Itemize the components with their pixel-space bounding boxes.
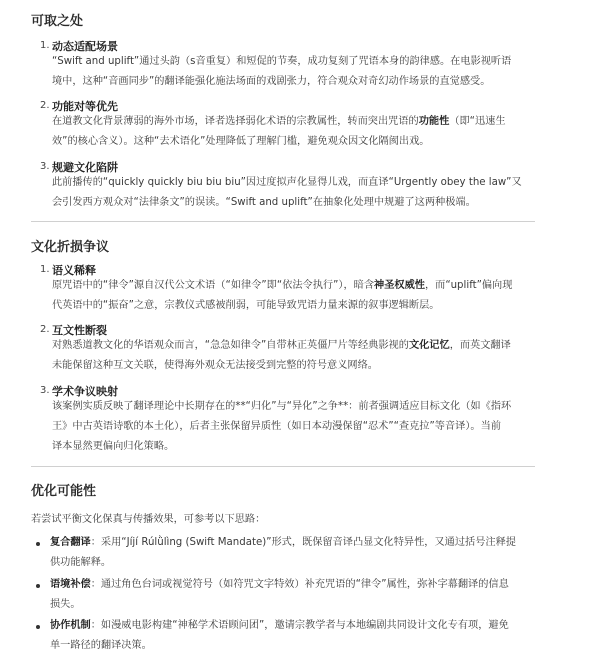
item-body-line: 该案例实质反映了翻译理论中长期存在的**“归化”与“异化”之争**：前者强调适应目标文化（如《指环: [52, 401, 512, 412]
item-title: 动态适配场景: [52, 40, 118, 53]
section-title-controversy: 文化折损争议: [31, 240, 110, 255]
bullet-dot: [36, 542, 40, 546]
bold-term: 复合翻译: [50, 537, 91, 548]
item-body-line: 代英语中的“振奋”之意，宗教仪式感被削弱，可能导致咒语力量来源的叙事逻辑断层。: [52, 300, 440, 311]
item-body-line: 王》中古英语诗歌的本土化），后者主张保留异质性（如日本动漫保留“忍术”“查克拉”等音译）。当前: [52, 421, 501, 432]
text-run: 原咒语中的“律令”源自汉代公文术语（“如律令”即“依法令执行”），暗含: [52, 280, 375, 291]
bullet-item: [50, 533, 550, 573]
list-number: 1.: [40, 264, 50, 275]
bold-term: 协作机制: [50, 620, 91, 631]
text-run: ，而英文翻译: [449, 340, 511, 351]
text-run: ：采用“Jíjí Rúlǜlìng (Swift Mandate)”形式，既保留音译凸显文化特异性，又通过括号注释提: [90, 537, 516, 548]
bold-term: 文化记忆: [408, 340, 450, 351]
section-title-strengths: 可取之处: [31, 14, 84, 29]
item-body: [52, 52, 552, 92]
item-body-line: [52, 112, 552, 132]
text-run: 在道教文化背景薄弱的海外市场，译者选择弱化术语的宗教属性，转而突出咒语的: [52, 116, 419, 127]
item-body: [52, 112, 552, 152]
text-run: （即“迅速生: [449, 116, 506, 127]
item-body-line: 效”的核心含义）。这种“去术语化”处理降低了理解门槛，避免观众因文化隔阂出戏。: [52, 136, 430, 147]
text-run: ：通过角色台词或视觉符号（如符咒文字特效）补充咒语的“律令”属性，弥补字幕翻译的信息: [90, 579, 509, 590]
bullet-line: [50, 533, 550, 553]
list-number: 2.: [40, 324, 50, 335]
bullet-item: [50, 575, 550, 615]
bullet-dot: [36, 625, 40, 629]
item-body: [52, 276, 552, 316]
bullet-line: [50, 616, 550, 636]
list-number: 3.: [40, 385, 50, 396]
section-title-optimization: 优化可能性: [31, 484, 97, 499]
list-number: 2.: [40, 100, 50, 111]
list-number: 1.: [40, 40, 50, 51]
item-title: 规避文化陷阱: [52, 161, 118, 174]
item-body-line: 未能保留这种互文关联，使得海外观众无法接受到完整的符号意义网络。: [52, 360, 378, 371]
text-run: ，而“uplift”偏向现: [424, 280, 513, 291]
item-body-line: 会引发西方观众对“法律条文”的误读。“Swift and uplift”在抽象化处理中规避了这两种极端。: [52, 197, 476, 208]
bold-term: 神圣权威性: [374, 280, 425, 291]
divider: [31, 466, 535, 467]
item-body-line: [52, 336, 552, 356]
bullet-item: [50, 616, 550, 656]
bullet-line: [50, 575, 550, 595]
text-run: 对熟悉道教文化的华语观众而言，“急急如律令”自带林正英僵尸片等经典影视的: [52, 340, 409, 351]
divider: [31, 221, 535, 222]
item-title: 语义稀释: [52, 264, 96, 277]
item-body-line: “Swift and uplift”通过头韵（s音重复）和短促的节奏，成功复刻了咒语本身的韵律感。在电影视听语: [52, 56, 512, 67]
item-body-line: 此前播传的“quickly quickly biu biu biu”因过度拟声化显得儿戏，而直译“Urgently obey the law”又: [52, 177, 522, 188]
item-title: 互文性断裂: [52, 324, 107, 337]
bold-term: 功能性: [418, 116, 450, 127]
text-run: ：如漫威电影构建“神秘学术语顾问团”，邀请宗教学者与本地编剧共同设计文化专有项，避免: [90, 620, 509, 631]
item-body-line: [52, 276, 552, 296]
item-body-line: 境中，这种“音画同步”的翻译能强化施法场面的戏剧张力，符合观众对奇幻动作场景的直觉感受。: [52, 76, 491, 87]
bullet-line: 损失。: [50, 599, 81, 610]
item-body: [52, 336, 552, 376]
bullet-dot: [36, 584, 40, 588]
intro-text: 若尝试平衡文化保真与传播效果，可参考以下思路：: [31, 514, 266, 525]
bullet-line: 单一路径的翻译决策。: [50, 640, 152, 651]
item-body: [52, 173, 552, 213]
item-title: 学术争议映射: [52, 385, 118, 398]
item-title: 功能对等优先: [52, 100, 118, 113]
item-body-line: 译本显然更偏向归化策略。: [52, 441, 175, 452]
bullet-line: 供功能解释。: [50, 557, 112, 568]
item-body: [52, 397, 552, 457]
list-number: 3.: [40, 161, 50, 172]
bold-term: 语境补偿: [50, 579, 91, 590]
